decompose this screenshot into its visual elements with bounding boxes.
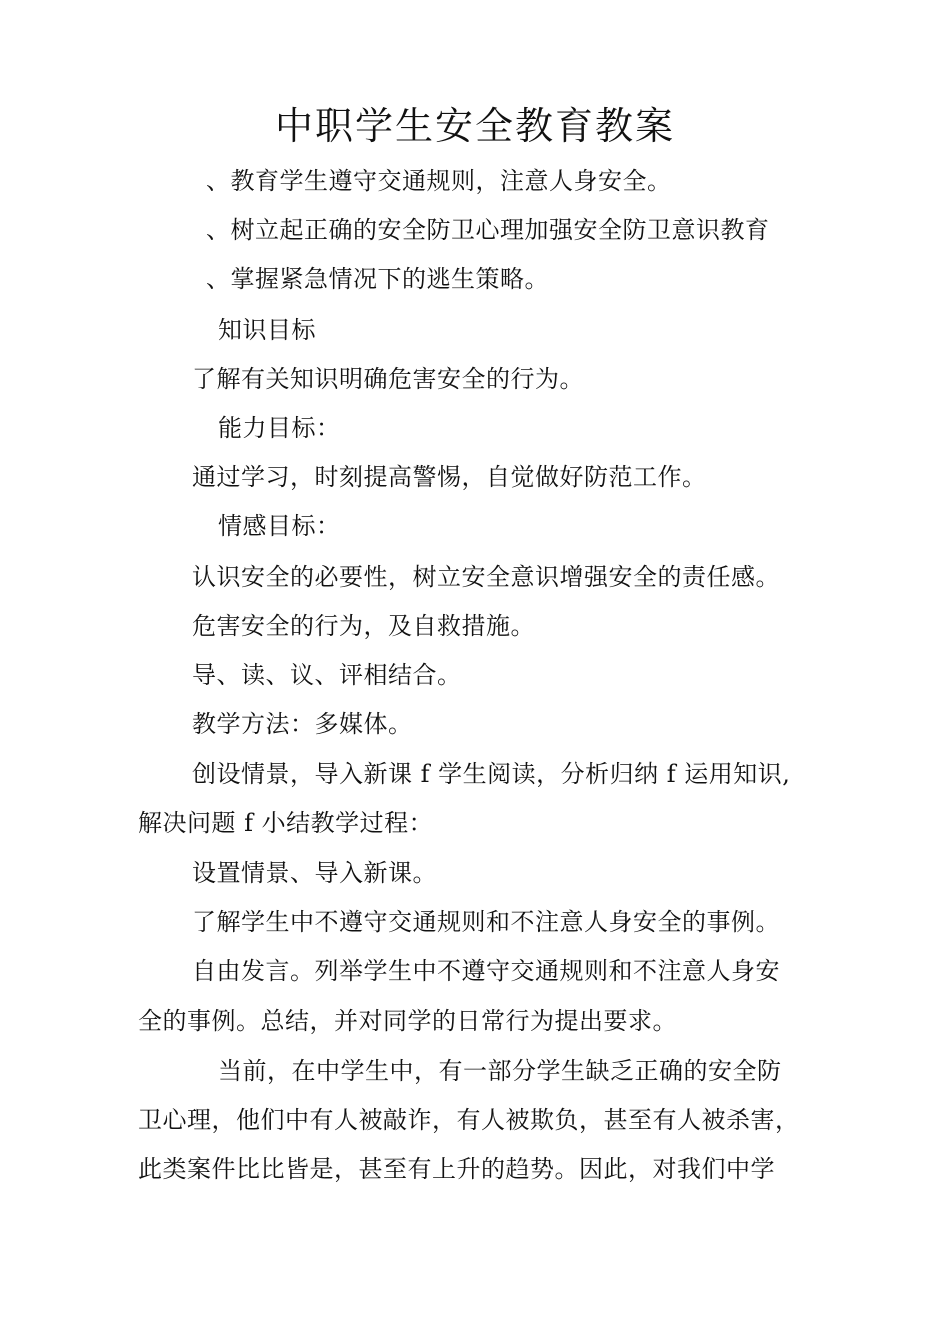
key-points-line: 危害安全的行为，及自救措施。 (192, 612, 535, 640)
objective-line-2: 、树立起正确的安全防卫心理加强安全防卫意识教育 (206, 216, 770, 244)
discussion-line-2: 全的事例。总结，并对同学的日常行为提出要求。 (138, 1007, 677, 1035)
emotion-goal-text: 认识安全的必要性，树立安全意识增强安全的责任感。 (192, 563, 780, 591)
objective-line-1: 、教育学生遵守交通规则，注意人身安全。 (206, 167, 672, 195)
discussion-line-1: 自由发言。列举学生中不遵守交通规则和不注意人身安 (192, 957, 780, 985)
knowledge-goal-text: 了解有关知识明确危害安全的行为。 (192, 365, 584, 393)
document-title: 中职学生安全教育教案 (274, 104, 675, 148)
paragraph-line-1: 当前，在中学生中，有一部分学生缺乏正确的安全防 (218, 1057, 782, 1085)
knowledge-goal-heading: 知识目标 (218, 316, 316, 344)
process-line-2: 解决问题 f 小结教学过程： (138, 809, 434, 837)
ability-goal-text: 通过学习，时刻提高警惕，自觉做好防范工作。 (192, 463, 707, 491)
objective-line-3: 、掌握紧急情况下的逃生策略。 (206, 265, 549, 293)
process-line-1: 创设情景，导入新课 f 学生阅读，分析归纳 f 运用知识, (192, 760, 791, 788)
understanding-line: 了解学生中不遵守交通规则和不注意人身安全的事例。 (192, 908, 780, 936)
method-line: 导、读、议、评相结合。 (192, 661, 462, 689)
scenario-line: 设置情景、导入新课。 (192, 859, 437, 887)
teaching-method-line: 教学方法：多媒体。 (192, 710, 413, 738)
emotion-goal-heading: 情感目标： (218, 512, 341, 540)
ability-goal-heading: 能力目标： (218, 414, 341, 442)
paragraph-line-3: 此类案件比比皆是，甚至有上升的趋势。因此，对我们中学 (138, 1155, 775, 1183)
paragraph-line-2: 卫心理，他们中有人被敲诈，有人被欺负，甚至有人被杀害， (138, 1106, 800, 1134)
